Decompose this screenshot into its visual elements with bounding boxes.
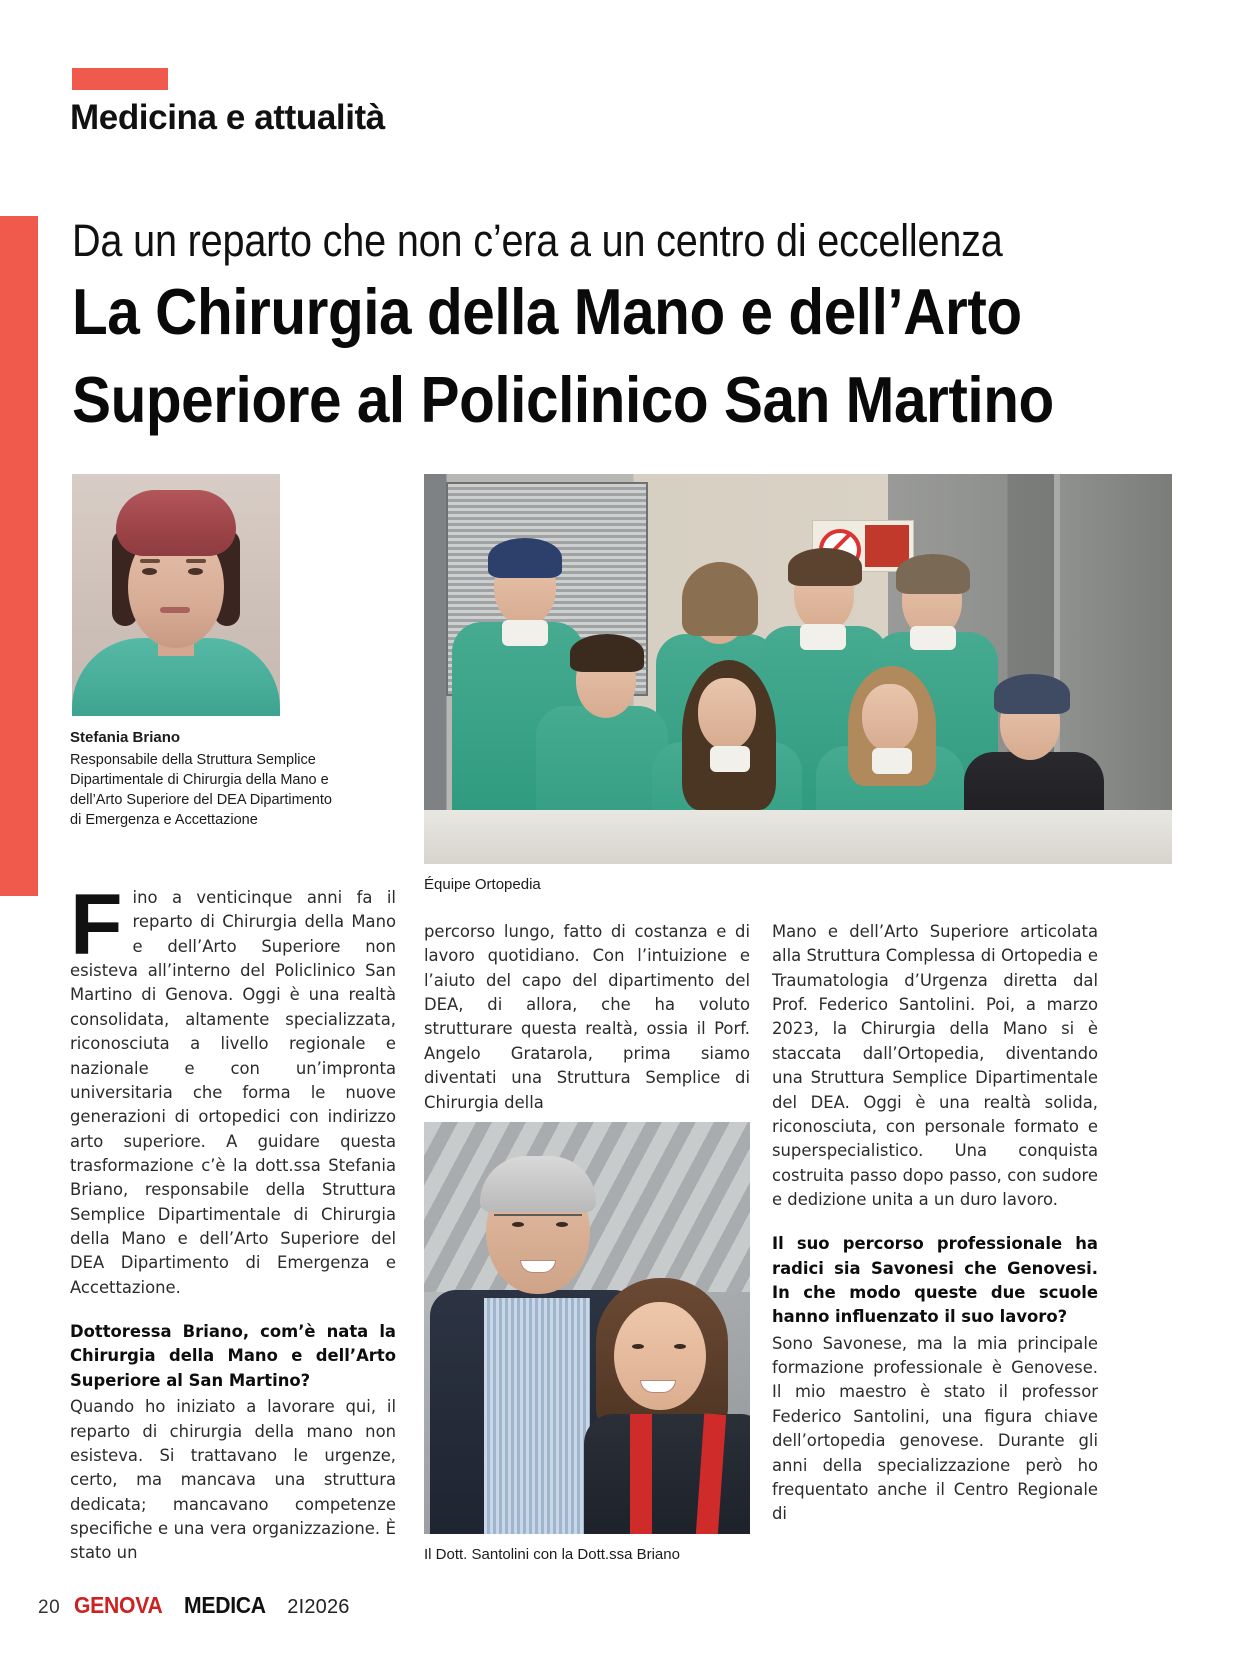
body-column-2 [424,920,750,1115]
col1-paragraph-1 [70,877,396,1300]
section-kicker: Medicina e attualità [70,98,385,137]
drop-cap: F [70,877,123,973]
brand-medica: MEDICA [184,1592,267,1618]
page-number: 20 [38,1597,61,1618]
col1-paragraph-1-text: ino a venticinque anni fa il reparto di Chirurgia della Mano e dell’Arto Superiore non esisteva all’interno del Policlinico San Martino di Genova. Oggi è una realtà consolidata, altamente specializzata, riconosciuta a livello regionale e nazionale e con un’impronta universitaria che forma le nuove generazioni di ortopedici con indirizzo arto superiore. A guidare questa trasformazione c’è la dott.ssa Stefania Briano, responsabile della Struttura Semplice Dipartimentale di Chirurgia della Mano e dell’Arto Superiore del DEA Dipartimento di Emergenza e Accettazione. [70,888,396,1297]
portrait-role-line-2: Dipartimentale di Chirurgia della Mano e [70,771,329,788]
page-title [72,268,1206,445]
col3-paragraph-2: Sono Savonese, ma la mia principale formazione professionale è Genovese. Il mio maestro è stato il professor Federico Santolini, una figura chiave dell’ortopedia genovese. Durante gli anni della specializzazione però ho frequentato anche il Centro Regionale di [772,1333,1098,1524]
headline-line-1: La Chirurgia della Mano e dell’Arto [72,275,1022,348]
page-footer [38,1592,350,1619]
portrait-role-line-3: dell’Arto Superiore del DEA Dipartimento [70,791,332,808]
brand-genova: GENOVA [74,1592,163,1618]
portrait-role-line-4: di Emergenza e Accettazione [70,811,258,828]
left-accent-bar [0,216,38,896]
col2-paragraph-1: percorso lungo, fatto di costanza e di lavoro quotidiano. Con l’intuizione e l’aiuto del capo del dipartimento del DEA, di allora, che ha voluto strutturare questa realtà, ossia il Porf. Angelo Gratarola, prima siamo diventati una Struttura Semplice di Chirurgia della [424,922,750,1112]
col3-paragraph-1: Mano e dell’Arto Superiore articolata alla Struttura Complessa di Ortopedia e Traumatologia d’Urgenza diretta dal Prof. Federico Santolini. Poi, a marzo 2023, la Chirurgia della Mano si è staccata dall’Ortopedia, diventando una Struttura Semplice Dipartimentale del DEA. Oggi è una realtà solida, riconosciuta, con personale formato e superspecialistico. Una conquista costruita passo dopo passo, con sudore e dedizione unita a un duro lavoro. [772,922,1098,1209]
issue-number: 2I2026 [287,1596,350,1618]
portrait-photo-stefania-briano [72,474,280,716]
santolini-photo-caption: Il Dott. Santolini con la Dott.ssa Briano [424,1546,680,1563]
col3-question-1: Il suo percorso professionale ha radici sia Savonesi che Genovesi. In che modo queste due scuole hanno influenzato il suo lavoro? [772,1234,1098,1327]
photo-santolini-briano [424,1122,750,1534]
headline-line-2: Superiore al Policlinico San Martino [72,363,1054,437]
col1-question-1: Dottoressa Briano, com’è nata la Chirurgia della Mano e dell’Arto Superiore al San Martino? [70,1322,396,1390]
portrait-role-line-1: Responsabile della Struttura Semplice [70,751,316,768]
team-photo-equipe-ortopedia [424,474,1172,864]
team-photo-caption: Équipe Ortopedia [424,876,541,893]
portrait-name: Stefania Briano [70,729,181,746]
headline-overline: Da un reparto che non c’era a un centro di eccellenza [72,215,1003,266]
body-column-3 [772,920,1098,1527]
body-column-1 [70,877,396,1566]
kicker-rule [72,68,168,90]
col1-paragraph-2: Quando ho iniziato a lavorare qui, il reparto di chirurgia della mano non esisteva. Si trattavano le urgenze, certo, ma mancava una struttura dedicata; mancavano competenze specifiche e una vera organizzazione. È stato un [70,1397,396,1563]
portrait-caption [70,728,394,830]
